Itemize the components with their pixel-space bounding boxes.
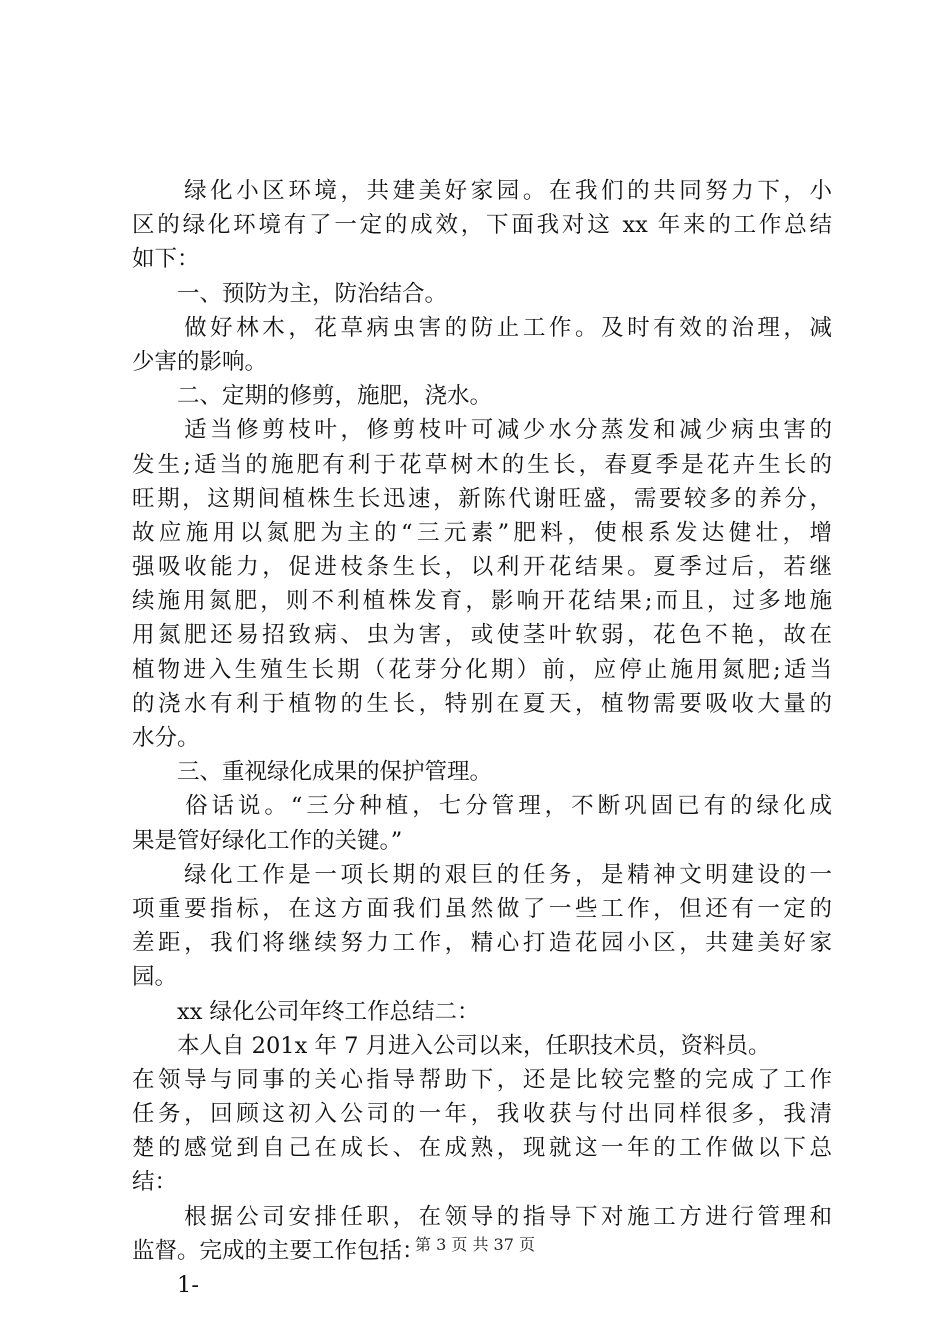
text-line: 结： (132, 1169, 178, 1196)
text-line: 绿化工作是一项长期的艰巨的任务，是精神文明建设的一 (132, 861, 832, 888)
text-line: 用氮肥还易招致病、虫为害，或使茎叶软弱，花色不艳，故在 (132, 622, 832, 649)
text-line: 如下： (132, 246, 200, 273)
text-line: 园。 (132, 964, 178, 991)
text-line: 续施用氮肥，则不利植株发育，影响开花结果;而且，过多地施 (132, 588, 832, 615)
section-heading: 二、定期的修剪，施肥，浇水。 (132, 383, 493, 410)
text-line: 在领导与同事的关心指导帮助下，还是比较完整的完成了工作 (132, 1066, 832, 1093)
text-line: 根据公司安排任职，在领导的指导下对施工方进行管理和 (132, 1203, 832, 1230)
text-line: 强吸收能力，促进枝条生长，以利开花结果。夏季过后，若继 (132, 554, 832, 581)
body-text (132, 174, 832, 1302)
text-line: 差距，我们将继续努力工作，精心打造花园小区，共建美好家 (132, 930, 832, 957)
section-heading: 一、预防为主，防治结合。 (132, 280, 448, 307)
page-footer: 第 3 页 共 37 页 (415, 1235, 535, 1254)
text-line: 项重要指标，在这方面我们虽然做了一些工作，但还有一定的 (132, 895, 832, 922)
section-heading: xx 绿化公司年终工作总结二： (132, 998, 480, 1025)
text-line: 俗话说。“三分种植，七分管理，不断巩固已有的绿化成 (132, 793, 832, 820)
text-line: 的浇水有利于植物的生长，特别在夏天，植物需要吸收大量的 (132, 690, 832, 717)
section-heading: 三、重视绿化成果的保护管理。 (132, 759, 493, 786)
text-line: 果是管好绿化工作的关键。” (132, 827, 403, 854)
text-line: 绿化小区环境，共建美好家园。在我们的共同努力下，小 (132, 178, 832, 204)
text-line: 故应施用以氮肥为主的“三元素”肥料，使根系发达健壮，增 (132, 519, 832, 546)
text-line: 旺期，这期间植株生长迅速，新陈代谢旺盛，需要较多的养分， (132, 485, 832, 512)
text-line: 适当修剪枝叶，修剪枝叶可减少水分蒸发和减少病虫害的 (132, 417, 832, 444)
text-line: 植物进入生殖生长期（花芽分化期）前，应停止施用氮肥;适当 (132, 656, 832, 683)
text-line: 区的绿化环境有了一定的成效，下面我对这 xx 年来的工作总结 (132, 212, 832, 239)
text-line: 本人自 201x 年 7 月进入公司以来，任职技术员，资料员。 (132, 1032, 771, 1059)
text-line: 楚的感觉到自己在成长、在成熟，现就这一年的工作做以下总 (132, 1135, 832, 1162)
text-line: 水分。 (132, 725, 200, 751)
text-line: 少害的影响。 (132, 348, 268, 375)
text-line: 1- (132, 1272, 199, 1298)
text-line: 发生;适当的施肥有利于花草树木的生长，春夏季是花卉生长的 (132, 451, 832, 478)
text-line: 任务，回顾这初入公司的一年，我收获与付出同样很多，我清 (132, 1101, 832, 1128)
text-line: 监督。完成的主要工作包括： (132, 1237, 425, 1264)
text-line: 做好林木，花草病虫害的防止工作。及时有效的治理，减 (132, 314, 832, 341)
